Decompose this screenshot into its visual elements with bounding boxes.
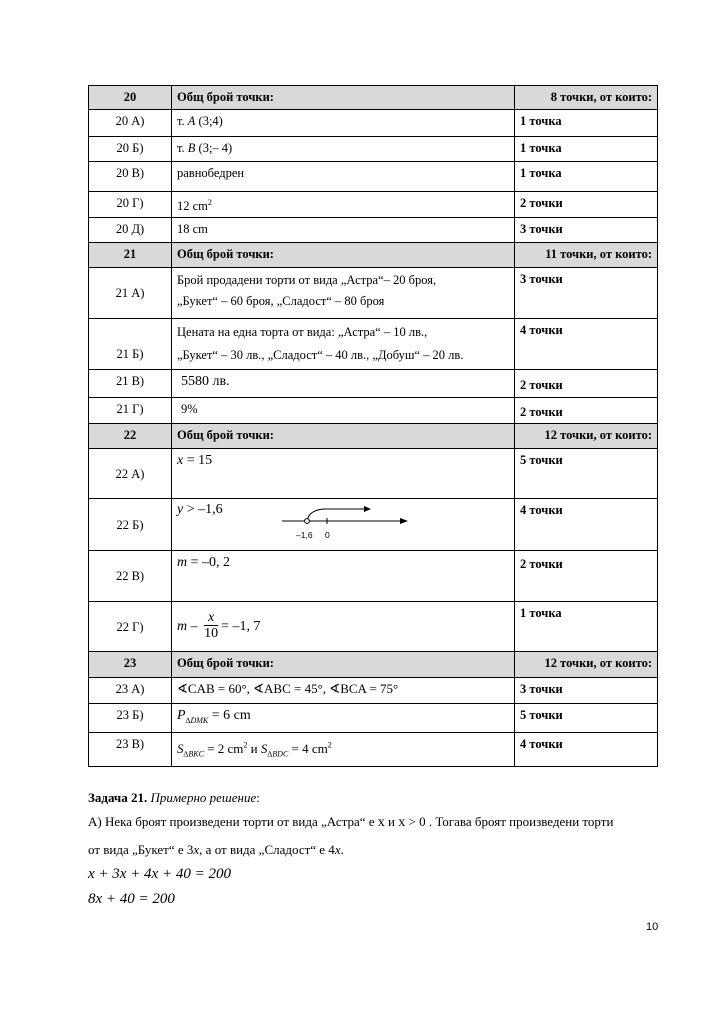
- math-variable: x: [193, 842, 200, 857]
- task-cell: 22 В): [89, 551, 172, 602]
- math-subscript: ∆DMK: [185, 715, 209, 725]
- task-cell: 21 Б): [89, 319, 172, 370]
- math-variable: x: [377, 815, 385, 830]
- math-variable: x: [334, 842, 341, 857]
- table-row: [89, 370, 658, 398]
- solution-paragraph: [88, 813, 663, 832]
- points-cell: 12 точки, от които:: [515, 652, 658, 678]
- answer-math: [177, 501, 223, 519]
- answer-cell: Общ брой точки:: [172, 652, 515, 678]
- heading-bold: Задача 21.: [88, 790, 148, 805]
- answer-math: ∢CAB = 60°, ∢ABC = 45°, ∢BCA = 75°: [177, 681, 399, 697]
- task-cell: 23: [89, 652, 172, 678]
- math-variable: m: [177, 555, 188, 571]
- answer-math: [177, 740, 332, 759]
- answer-text: т.: [177, 114, 188, 128]
- points-cell: 1 точка: [515, 110, 658, 137]
- task-cell: 23 В): [89, 732, 172, 766]
- answer-line: Цената на една торта от вида: „Астра“ – 10 лв.,: [177, 325, 428, 340]
- math-variable: S: [260, 741, 268, 757]
- answer-cell: [172, 110, 515, 137]
- answer-cell: равнобедрен: [172, 162, 515, 192]
- task-cell: 23 А): [89, 678, 172, 704]
- points-cell: 8 точки, от които:: [515, 86, 658, 110]
- points-cell: 4 точки: [515, 499, 658, 551]
- points-cell: 3 точки: [515, 268, 658, 319]
- tick-label: –1,6: [296, 530, 313, 541]
- task-cell: 20 Д): [89, 218, 172, 243]
- answer-cell: [172, 192, 515, 218]
- points-cell: 5 точки: [515, 704, 658, 733]
- paragraph-text: .: [340, 842, 344, 857]
- arc-arrowhead: [364, 506, 371, 512]
- answer-cell: [172, 319, 515, 370]
- tick-label: 0: [325, 530, 330, 541]
- math-rest: = 6 cm: [208, 708, 251, 724]
- paragraph-text: , а от вида „Сладост“ е 4: [199, 842, 335, 857]
- answer-point: B: [187, 141, 196, 155]
- answer-cell: [172, 678, 515, 704]
- points-cell: 2 точки: [515, 192, 658, 218]
- table-row: [89, 678, 658, 704]
- answer-cell: 18 cm: [172, 218, 515, 243]
- answer-cell: [172, 268, 515, 319]
- points-cell: 1 точка: [515, 137, 658, 162]
- task-cell: 22 Г): [89, 602, 172, 652]
- answer-cell: [172, 499, 515, 551]
- answer-cell: Общ брой точки:: [172, 243, 515, 268]
- table-row: [89, 162, 658, 192]
- answer-line: „Букет“ – 60 броя, „Сладост“ – 80 броя: [177, 294, 385, 309]
- task-cell: 21 В): [89, 370, 172, 398]
- math-variable: P: [177, 708, 186, 724]
- math-subscript: ∆BDC: [267, 749, 289, 759]
- paragraph-text: и: [384, 814, 399, 829]
- answer-line: Брой продадени торти от вида „Астра“– 20 броя,: [177, 273, 437, 288]
- math-rest: > –1,6: [183, 502, 223, 518]
- math-rest: = 2 cm: [203, 741, 244, 757]
- math-conjunction: и: [247, 741, 261, 757]
- table-row: [89, 652, 658, 678]
- equation: x + 3x + 4x + 40 = 200: [88, 866, 231, 882]
- paragraph-text: > 0 . Тогава броят произведени торти: [405, 814, 614, 829]
- answer-text: т.: [177, 141, 188, 155]
- math-operator: –: [187, 618, 202, 634]
- table-row: [89, 704, 658, 733]
- points-cell: 2 точки: [515, 551, 658, 602]
- scoring-table: [88, 85, 658, 767]
- open-point: [305, 519, 310, 524]
- paragraph-text: А) Нека броят произведени торти от вида „Астра“ е: [88, 814, 378, 829]
- page-number: 10: [646, 921, 659, 933]
- answer-math: [177, 555, 230, 570]
- answer-cell: [172, 449, 515, 499]
- paragraph-text: от вида „Букет“ е 3: [88, 842, 194, 857]
- points-cell: 1 точка: [515, 162, 658, 192]
- answer-line: „Букет“ – 30 лв., „Сладост“ – 40 лв., „Добуш“ – 20 лв.: [177, 348, 464, 363]
- task-cell: 23 Б): [89, 704, 172, 733]
- math-variable: x: [177, 453, 184, 469]
- answer-cell: [172, 732, 515, 766]
- task-cell: 21 А): [89, 268, 172, 319]
- answer-math: [177, 708, 251, 723]
- task-cell: 21 Г): [89, 398, 172, 424]
- points-cell: 5 точки: [515, 449, 658, 499]
- answer-cell: [172, 551, 515, 602]
- math-variable: m: [177, 618, 188, 634]
- task-cell: 20: [89, 86, 172, 110]
- task-cell: 20 Г): [89, 192, 172, 218]
- task-cell: 22 Б): [89, 499, 172, 551]
- points-cell: 2 точки: [515, 398, 658, 424]
- table-row: [89, 86, 658, 110]
- answer-point: A: [187, 114, 196, 128]
- math-rest: = –1, 7: [221, 618, 261, 634]
- points-cell: 3 точки: [515, 218, 658, 243]
- table-row: [89, 243, 658, 268]
- answer-cell: [172, 602, 515, 652]
- solution-paragraph: [88, 841, 663, 859]
- math-exponent: 2: [327, 740, 332, 750]
- math-subscript: ∆BKC: [183, 749, 204, 759]
- table-row: [89, 319, 658, 370]
- task-cell: 20 Б): [89, 137, 172, 162]
- table-row: [89, 499, 658, 551]
- answer-cell: Общ брой точки:: [172, 86, 515, 110]
- equation: 8x + 40 = 200: [88, 891, 175, 907]
- task-cell: 21: [89, 243, 172, 268]
- answer-math: [177, 610, 261, 642]
- answer-cell: [172, 370, 515, 398]
- answer-math: [177, 453, 212, 468]
- solution-heading: [88, 789, 663, 807]
- points-cell: 11 точки, от които:: [515, 243, 658, 268]
- answer-coord: (3;4): [195, 114, 223, 128]
- task-cell: 22: [89, 424, 172, 449]
- task-cell: 20 В): [89, 162, 172, 192]
- task-cell: 22 А): [89, 449, 172, 499]
- points-cell: 3 точки: [515, 678, 658, 704]
- answer-cell: [172, 137, 515, 162]
- math-rest: = 15: [183, 453, 213, 469]
- points-cell: 4 точки: [515, 732, 658, 766]
- points-cell: 2 точки: [515, 370, 658, 398]
- table-row: [89, 192, 658, 218]
- math-variable: x: [398, 815, 406, 830]
- task-cell: 20 А): [89, 110, 172, 137]
- math-rest: = –0, 2: [187, 555, 231, 571]
- table-row: [89, 449, 658, 499]
- solution-arc: [307, 509, 364, 521]
- answer-cell: [172, 704, 515, 733]
- answer-exponent: 2: [207, 198, 212, 207]
- fraction-numerator: x: [204, 611, 218, 626]
- table-row: [89, 110, 658, 137]
- math-variable: y: [177, 502, 184, 518]
- fraction-denominator: 10: [204, 626, 219, 642]
- number-line: [272, 501, 412, 541]
- math-rest: = 4 cm: [288, 741, 328, 757]
- fraction: [204, 611, 218, 642]
- table-row: [89, 268, 658, 319]
- heading-italic: Примерно решение: [147, 790, 257, 805]
- points-cell: 4 точки: [515, 319, 658, 370]
- table-row: [89, 424, 658, 449]
- table-row: [89, 398, 658, 424]
- heading-end: :: [256, 790, 260, 805]
- answer-coord: (3;– 4): [195, 141, 233, 155]
- table-row: [89, 137, 658, 162]
- answer-text: 12 cm: [177, 199, 208, 214]
- table-row: [89, 218, 658, 243]
- axis-arrowhead: [400, 518, 408, 524]
- table-row: [89, 551, 658, 602]
- answer-text: 5580 лв.: [181, 374, 230, 390]
- points-cell: 12 точки, от които:: [515, 424, 658, 449]
- points-cell: 1 точка: [515, 602, 658, 652]
- math-variable: S: [177, 741, 184, 757]
- math-exponent: 2: [243, 740, 248, 750]
- answer-cell: Общ брой точки:: [172, 424, 515, 449]
- table-row: [89, 602, 658, 652]
- table-row: [89, 732, 658, 766]
- answer-cell: 9%: [172, 398, 515, 424]
